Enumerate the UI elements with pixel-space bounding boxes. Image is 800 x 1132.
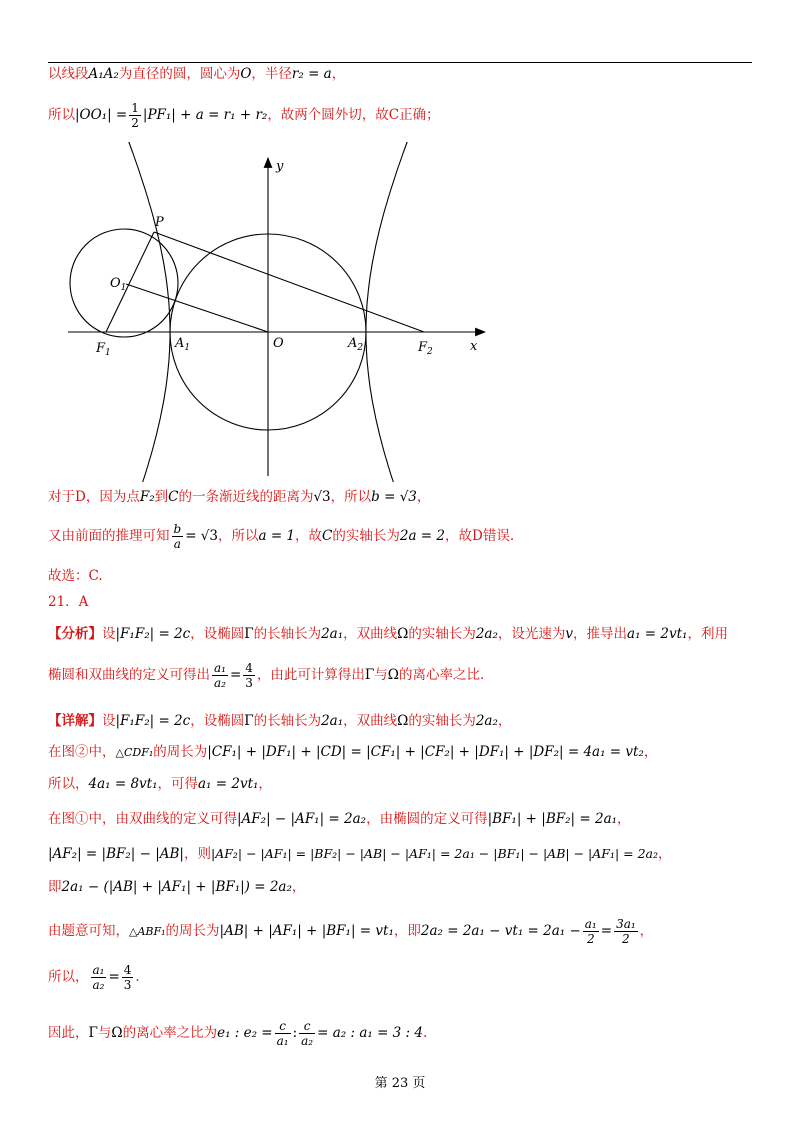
- label-y: y: [276, 159, 284, 174]
- detail-line-6: 即2a₁ − (|AB| + |AF₁| + |BF₁|) = 2a₂，: [48, 879, 306, 895]
- segment-pf2: [154, 232, 424, 332]
- analysis-line-1: 【分析】设|F₁F₂| = 2c，设椭圆Γ的长轴长为2a₁，双曲线Ω的实轴长为2a₂，设光速为v，推导出a₁ = 2vt₁，利用: [48, 626, 728, 642]
- hyperbola-right-branch: [366, 142, 407, 482]
- text-line-1: 以线段A₁A₂为直径的圆，圆心为O，半径r₂ = a，: [48, 66, 346, 82]
- label-o: O: [273, 336, 284, 351]
- text-line-3: 对于D，因为点F₂到C的一条渐近线的距离为√3，所以b = √3，: [48, 489, 431, 505]
- text-line-4: 又由前面的推理可知 $\frac{b}{a}$ = √3，所以a = 1，故C的实轴长为2a = 2，故D错误.: [48, 522, 515, 551]
- analysis-line-2: 椭圆和双曲线的定义可得出 $\frac{\text{a₁}}{\text{a₂}}$ = $\frac{4}{3}$ ，由此可计算得出Γ与Ω的离心率之比.: [48, 661, 485, 690]
- label-x: x: [470, 339, 478, 354]
- hyperbola-left-branch: [129, 142, 170, 482]
- label-p: P: [155, 215, 164, 230]
- label-a2: $A_2$: [348, 336, 364, 353]
- detail-line-8: 所以， $\frac{\text{a₁}}{\text{a₂}}$ = $\frac{4}{3}$ .: [48, 963, 140, 992]
- segment-o1o: [126, 284, 268, 332]
- detail-line-5: |AF₂| = |BF₂| − |AB|，则|AF₂| − |AF₁| = |BF₂| − |AB| − |AF₁| = 2a₁ − |BF₁| − |AB| − |AF₁| = 2a₂，: [48, 846, 672, 862]
- detail-line-1: 【详解】设|F₁F₂| = 2c，设椭圆Γ的长轴长为2a₁，双曲线Ω的实轴长为2a₂，: [48, 713, 512, 729]
- detail-line-4: 在图①中，由双曲线的定义可得|AF₂| − |AF₁| = 2a₂，由椭圆的定义可得|BF₁| + |BF₂| = 2a₁，: [48, 811, 631, 827]
- label-o1: $O_1$: [110, 276, 127, 293]
- detail-line-9: 因此，Γ与Ω的离心率之比为e₁ : e₂ = $\frac{c}{\text{a₁}}$ : $\frac{c}{\text{a₂}}$ = a₂ : a₁ = 3 : 4.: [48, 1019, 428, 1048]
- detail-line-2: 在图②中，△CDF₁的周长为|CF₁| + |DF₁| + |CD| = |CF₁| + |CF₂| + |DF₁| + |DF₂| = 4a₁ = vt₂，: [48, 744, 658, 760]
- text-line-2: 所以|OO₁| = $\frac{1}{2}$ |PF₁| + a = r₁ + r₂，故两个圆外切，故C正确；: [48, 101, 440, 130]
- label-f2: $F_2$: [418, 340, 433, 357]
- text-line-5: 故选：C.: [48, 568, 103, 584]
- label-f1: $F_1$: [96, 341, 111, 358]
- detail-line-7: 由题意可知，△ABF₁的周长为|AB| + |AF₁| + |BF₁| = vt₁，即2a₂ = 2a₁ − vt₁ = 2a₁ − $\frac{\text{a₁}}{2}$ = $\frac{\text{3a₁}}{2}$ ，: [48, 917, 654, 946]
- detail-line-3: 所以，4a₁ = 8vt₁，可得a₁ = 2vt₁，: [48, 776, 272, 792]
- question-number: 21．A: [48, 594, 89, 610]
- label-a1: $A_1$: [175, 336, 191, 353]
- page-footer: 第 23 页: [374, 1076, 426, 1091]
